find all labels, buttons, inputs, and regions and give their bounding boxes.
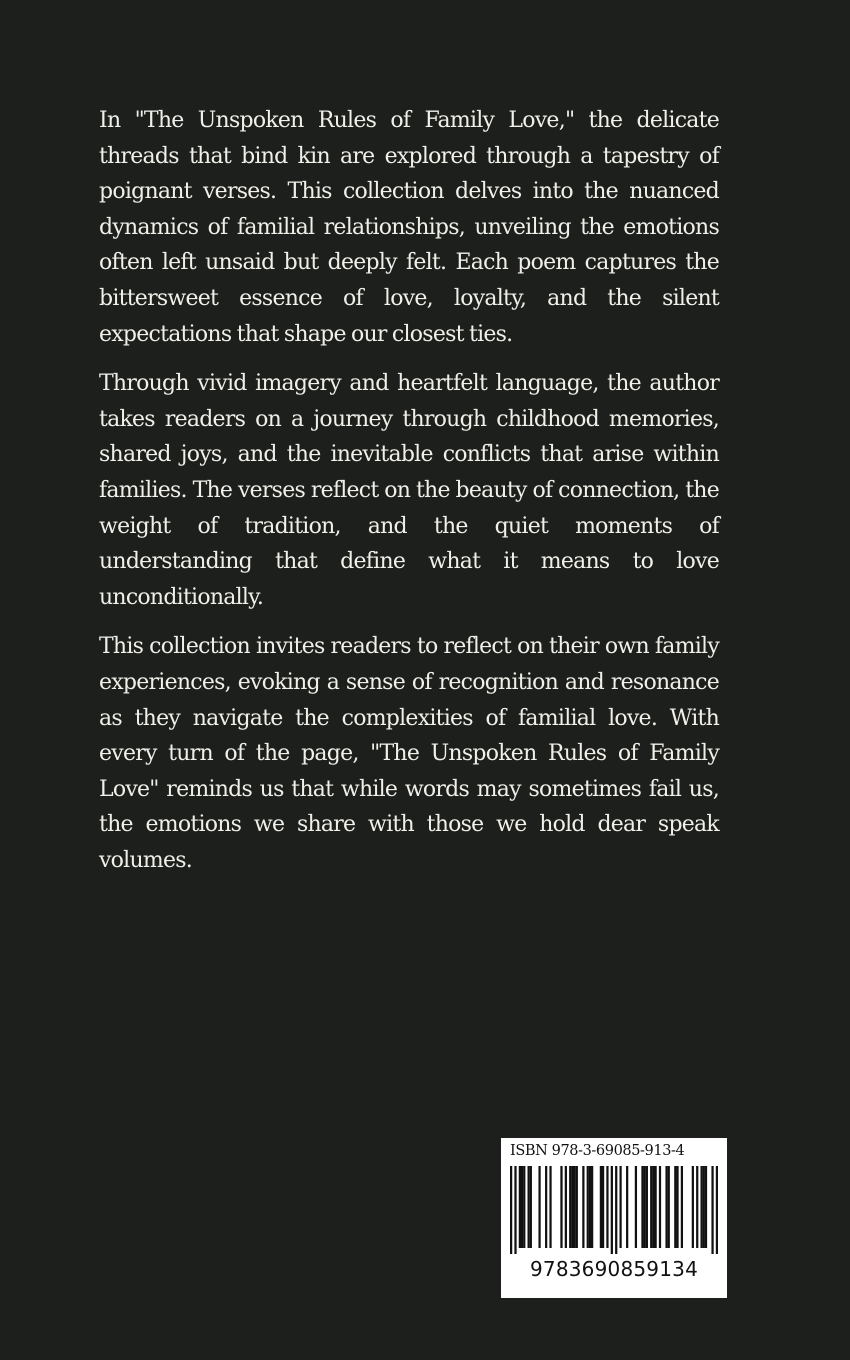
- barcode-bar: [560, 1166, 562, 1248]
- barcode-bar: [692, 1166, 694, 1248]
- barcode-bar: [635, 1166, 637, 1248]
- barcode-bar: [700, 1166, 702, 1248]
- barcode-bar: [521, 1166, 523, 1248]
- barcode-bar: [716, 1166, 718, 1254]
- barcode-bar: [626, 1166, 628, 1248]
- barcode-bar: [573, 1166, 575, 1248]
- barcode-bar: [589, 1166, 591, 1248]
- barcode-bar: [528, 1166, 530, 1248]
- barcode-bar: [565, 1166, 567, 1248]
- barcode-bar: [545, 1166, 547, 1248]
- barcode-bar: [571, 1166, 573, 1248]
- barcode-bar: [646, 1166, 648, 1248]
- barcode-bar: [703, 1166, 705, 1248]
- barcode-bar: [676, 1166, 678, 1248]
- barcode-bar: [606, 1166, 608, 1248]
- barcode-bar: [530, 1166, 532, 1248]
- barcode-bar: [587, 1166, 589, 1248]
- barcode-bar: [569, 1166, 571, 1248]
- barcode-bar: [696, 1166, 698, 1248]
- blurb-paragraph-2: Through vivid imagery and heartfelt language, the author takes readers on a journey through childhood memories, shared joys, and the inevitable conflicts that arise within families. The verses reflect on the beauty of connection, the weight of tradition, and the quiet moments of understanding that define what it means to love unconditionally.: [99, 371, 719, 610]
- barcode-bar: [615, 1166, 617, 1254]
- barcode-bar: [602, 1166, 604, 1248]
- barcode-bar: [582, 1166, 584, 1248]
- barcode-bar: [619, 1166, 621, 1248]
- barcode-bar: [514, 1166, 516, 1254]
- barcode-bar: [523, 1166, 525, 1248]
- barcode-bar: [644, 1166, 646, 1248]
- blurb-paragraph-1: In "The Unspoken Rules of Family Love," the delicate threads that bind kin are explored through a tapestry of poignant verses. This collection delves into the nuanced dynamics of familial relationships, unveiling the emotions often left unsaid but deeply felt. Each poem captures the bittersweet essence of love, loyalty, and the silent expectations that shape our closest ties.: [99, 108, 719, 347]
- barcode-bar: [538, 1166, 540, 1248]
- barcode-bar: [705, 1166, 707, 1248]
- barcode-bars: [510, 1166, 718, 1254]
- barcode-bar: [674, 1166, 676, 1248]
- barcode-bar: [681, 1166, 683, 1248]
- barcode-bar: [519, 1166, 521, 1248]
- barcode-bar: [711, 1166, 713, 1254]
- barcode-bar: [659, 1166, 661, 1248]
- isbn-label: ISBN 978-3-69085-913-4: [510, 1143, 685, 1159]
- barcode-bar: [652, 1166, 654, 1248]
- barcode-bar: [600, 1166, 602, 1248]
- barcode-bar: [668, 1166, 670, 1248]
- barcode-bar: [591, 1166, 593, 1248]
- barcode-bar: [576, 1166, 578, 1248]
- barcode-bar: [665, 1166, 667, 1248]
- barcode-bar: [611, 1166, 613, 1254]
- barcode-bar: [641, 1166, 643, 1248]
- barcode-bar: [549, 1166, 551, 1248]
- barcode-bar: [650, 1166, 652, 1248]
- blurb-paragraph-3: This collection invites readers to reflect on their own family experiences, evoking a sense of recognition and resonance as they navigate the complexities of familial love. With every turn of the page, "The Unspoken Rules of Family Love" reminds us that while words may sometimes fail us, the emotions we share with those we hold dear speak volumes.: [99, 634, 719, 873]
- barcode-bar: [510, 1166, 512, 1254]
- isbn-barcode-box: [501, 1138, 727, 1298]
- barcode-bar: [655, 1166, 657, 1248]
- ean-digits: 9783690859134: [529, 1257, 699, 1281]
- blurb-text: [99, 103, 719, 892]
